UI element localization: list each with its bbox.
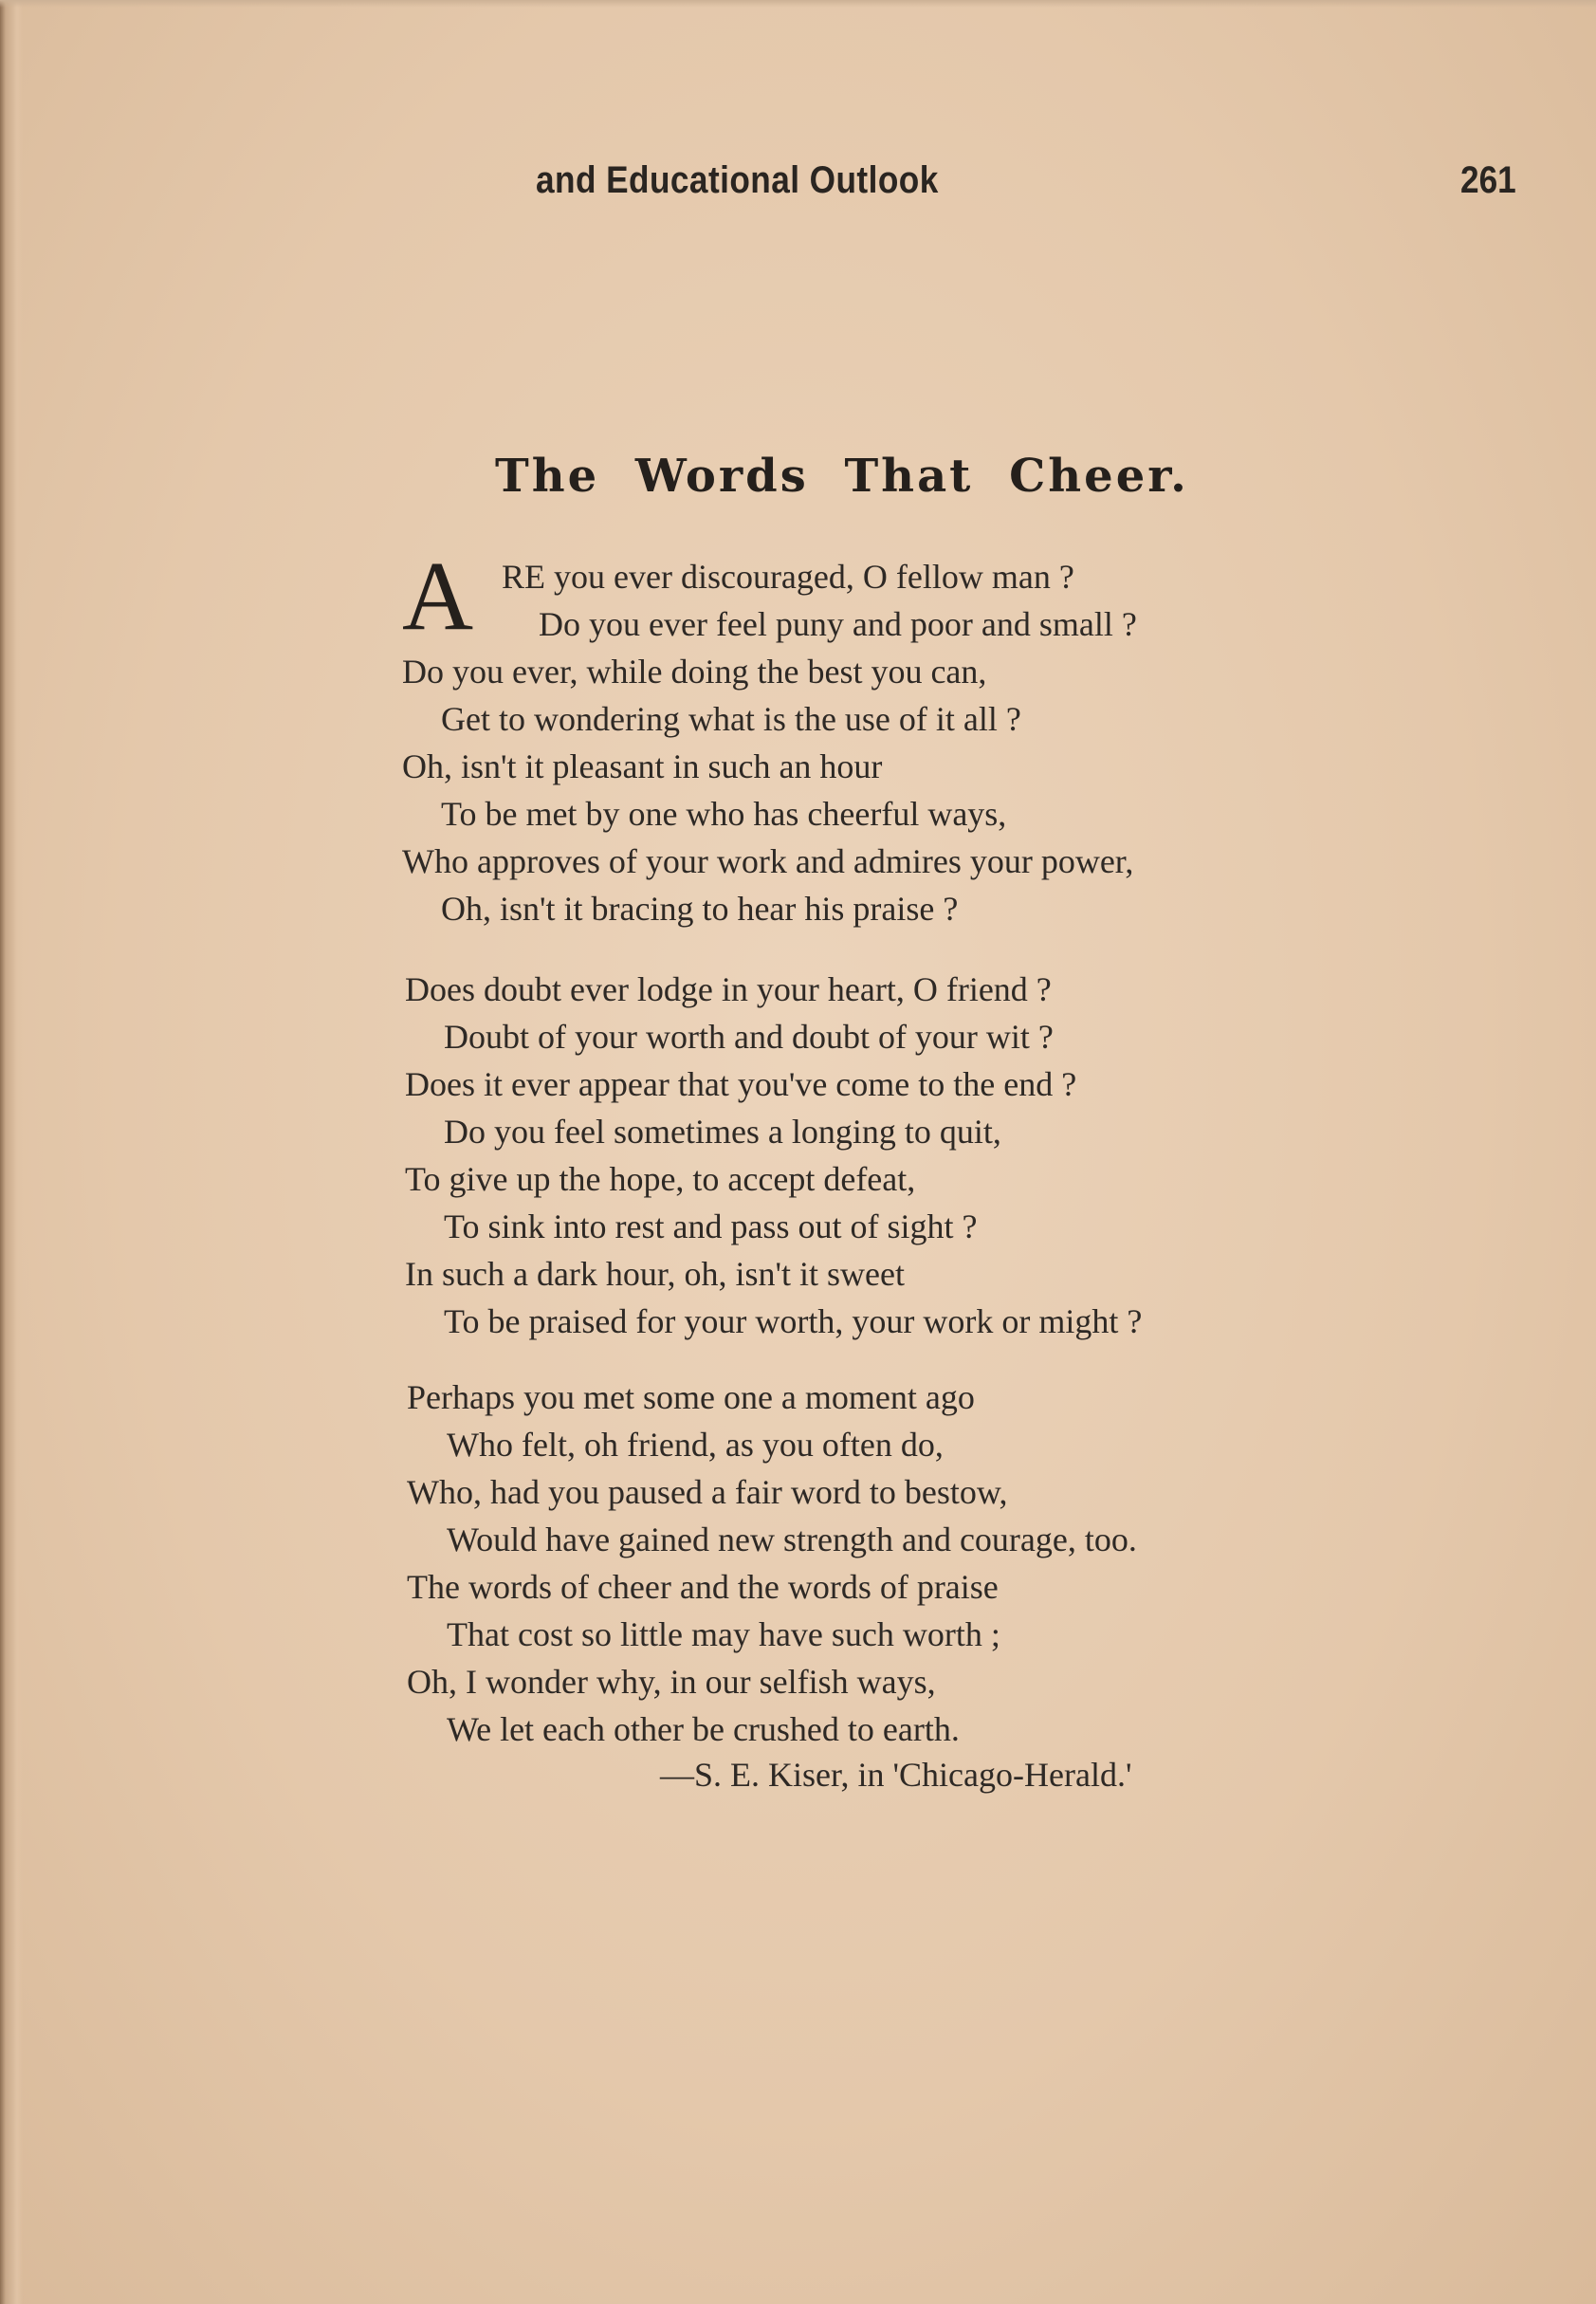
poem-line: Oh, isn't it bracing to hear his praise ? [441,890,959,928]
page-number: 261 [1460,159,1516,201]
poem-line: Oh, isn't it pleasant in such an hour [402,747,883,785]
page-binding-edge [0,0,23,2304]
poem-line: In such a dark hour, oh, isn't it sweet [405,1255,905,1293]
poem-line: To be praised for your worth, your work or might ? [444,1302,1143,1340]
drop-cap: A [402,542,474,651]
poem-line: To be met by one who has cheerful ways, [441,795,1007,833]
poem-line: We let each other be crushed to earth. [447,1710,960,1748]
poem-line: Doubt of your worth and doubt of your wit ? [444,1018,1054,1056]
poem-line: Oh, I wonder why, in our selfish ways, [407,1663,936,1701]
poem-line: Do you ever feel puny and poor and small ? [539,605,1137,643]
poem-line: Get to wondering what is the use of it all ? [441,700,1021,738]
poem-line: Who, had you paused a fair word to bestow, [407,1473,1008,1511]
poem-line: To sink into rest and pass out of sight ? [444,1207,978,1245]
poem-title: The Words That Cheer. [495,450,1189,503]
poem-line: Who felt, oh friend, as you often do, [447,1426,944,1464]
running-head: and Educational Outlook [536,159,939,201]
page-top-edge [0,0,1596,8]
poem-line: The words of cheer and the words of praise [407,1568,999,1606]
poem-line: Would have gained new strength and courage, too. [447,1521,1137,1558]
poem-attribution: —S. E. Kiser, in 'Chicago-Herald.' [660,1756,1132,1794]
poem-line: Does it ever appear that you've come to the end ? [405,1065,1077,1103]
poem-line: Do you feel sometimes a longing to quit, [444,1113,1001,1151]
poem-line: To give up the hope, to accept defeat, [405,1160,916,1198]
poem-line: Who approves of your work and admires your power, [402,842,1134,880]
poem-line: Perhaps you met some one a moment ago [407,1378,975,1416]
poem-line: RE you ever discouraged, O fellow man ? [502,558,1074,596]
poem-line: Does doubt ever lodge in your heart, O friend ? [405,970,1052,1008]
poem-line: Do you ever, while doing the best you can, [402,653,987,691]
poem-line: That cost so little may have such worth ; [447,1615,1000,1653]
